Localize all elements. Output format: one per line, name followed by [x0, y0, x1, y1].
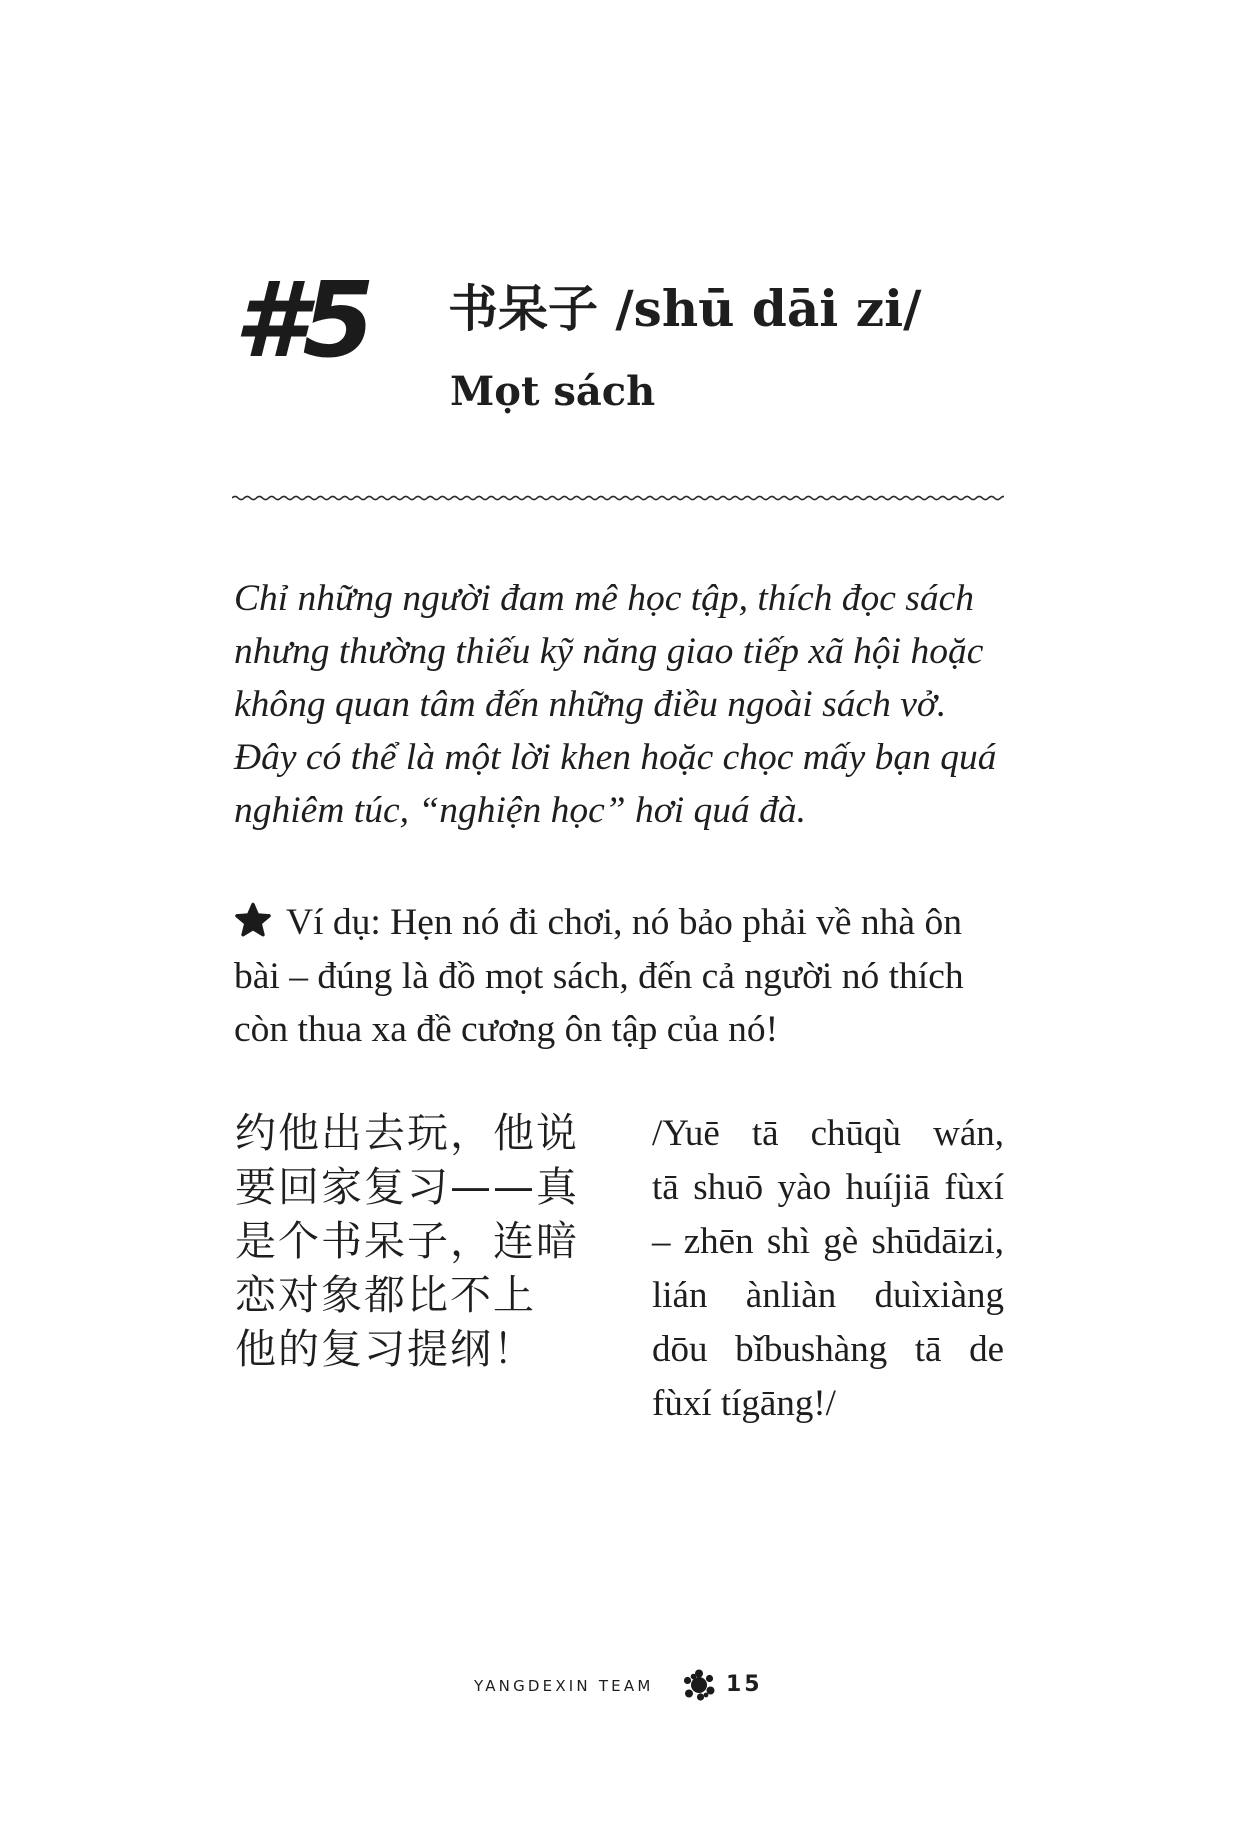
definition-line: nhưng thường thiếu kỹ năng giao tiếp xã hội hoặc — [234, 631, 984, 672]
example-zh-line: 他的复习提纲！ — [235, 1325, 536, 1373]
example-chinese — [235, 1106, 579, 1376]
headword: 书呆子 /shū dāi zi/ — [448, 279, 922, 338]
example-pinyin-line: fùxí tígāng!/ — [652, 1383, 836, 1424]
example-zh-line: 是个书呆子，连暗 — [235, 1217, 579, 1265]
definition-line: không quan tâm đến những điều ngoài sách vở. — [234, 684, 947, 725]
example-pinyin-line: lián ànliàn duìxiàng — [652, 1275, 1004, 1316]
entry-number: #5 — [234, 259, 371, 381]
example-zh-line: 要回家复习——真 — [235, 1163, 579, 1211]
star-icon — [234, 902, 272, 938]
example-pinyin-line: tā shuō yào huíjiā fùxí — [652, 1167, 1004, 1208]
example-vietnamese — [234, 896, 1034, 1057]
example-pinyin-line: – zhēn shì gè shūdāizi, — [652, 1221, 1004, 1262]
definition-paragraph — [234, 572, 1016, 837]
example-pinyin — [652, 1107, 1004, 1431]
page-number: 15 — [726, 1672, 763, 1697]
example-zh-line: 恋对象都比不上 — [235, 1271, 536, 1319]
example-pinyin-line: /Yuē tā chūqù wán, — [652, 1113, 1004, 1154]
page-footer — [0, 1668, 1252, 1708]
definition-line: Đây có thể là một lời khen hoặc chọc mấy bạn quá — [234, 737, 997, 778]
splat-icon — [682, 1668, 716, 1702]
example-vi-line — [234, 896, 1034, 950]
example-zh-line: 约他出去玩，他说 — [235, 1109, 579, 1157]
definition-line: nghiêm túc, “nghiện học” hơi quá đà. — [234, 790, 807, 831]
example-pinyin-line: dōu bǐbushàng tā de — [652, 1329, 1004, 1370]
definition-line: Chỉ những người đam mê học tập, thích đọc sách — [234, 578, 975, 619]
footer-team: YANGDEXIN TEAM — [474, 1677, 654, 1695]
example-vi-line: bài – đúng là đồ mọt sách, đến cả người nó thích — [234, 955, 964, 997]
translation: Mọt sách — [450, 368, 656, 415]
example-vi-text: Ví dụ: Hẹn nó đi chơi, nó bảo phải về nhà ôn — [286, 902, 962, 943]
example-vi-line: còn thua xa đề cương ôn tập của nó! — [234, 1009, 779, 1050]
wavy-divider — [232, 491, 1004, 505]
